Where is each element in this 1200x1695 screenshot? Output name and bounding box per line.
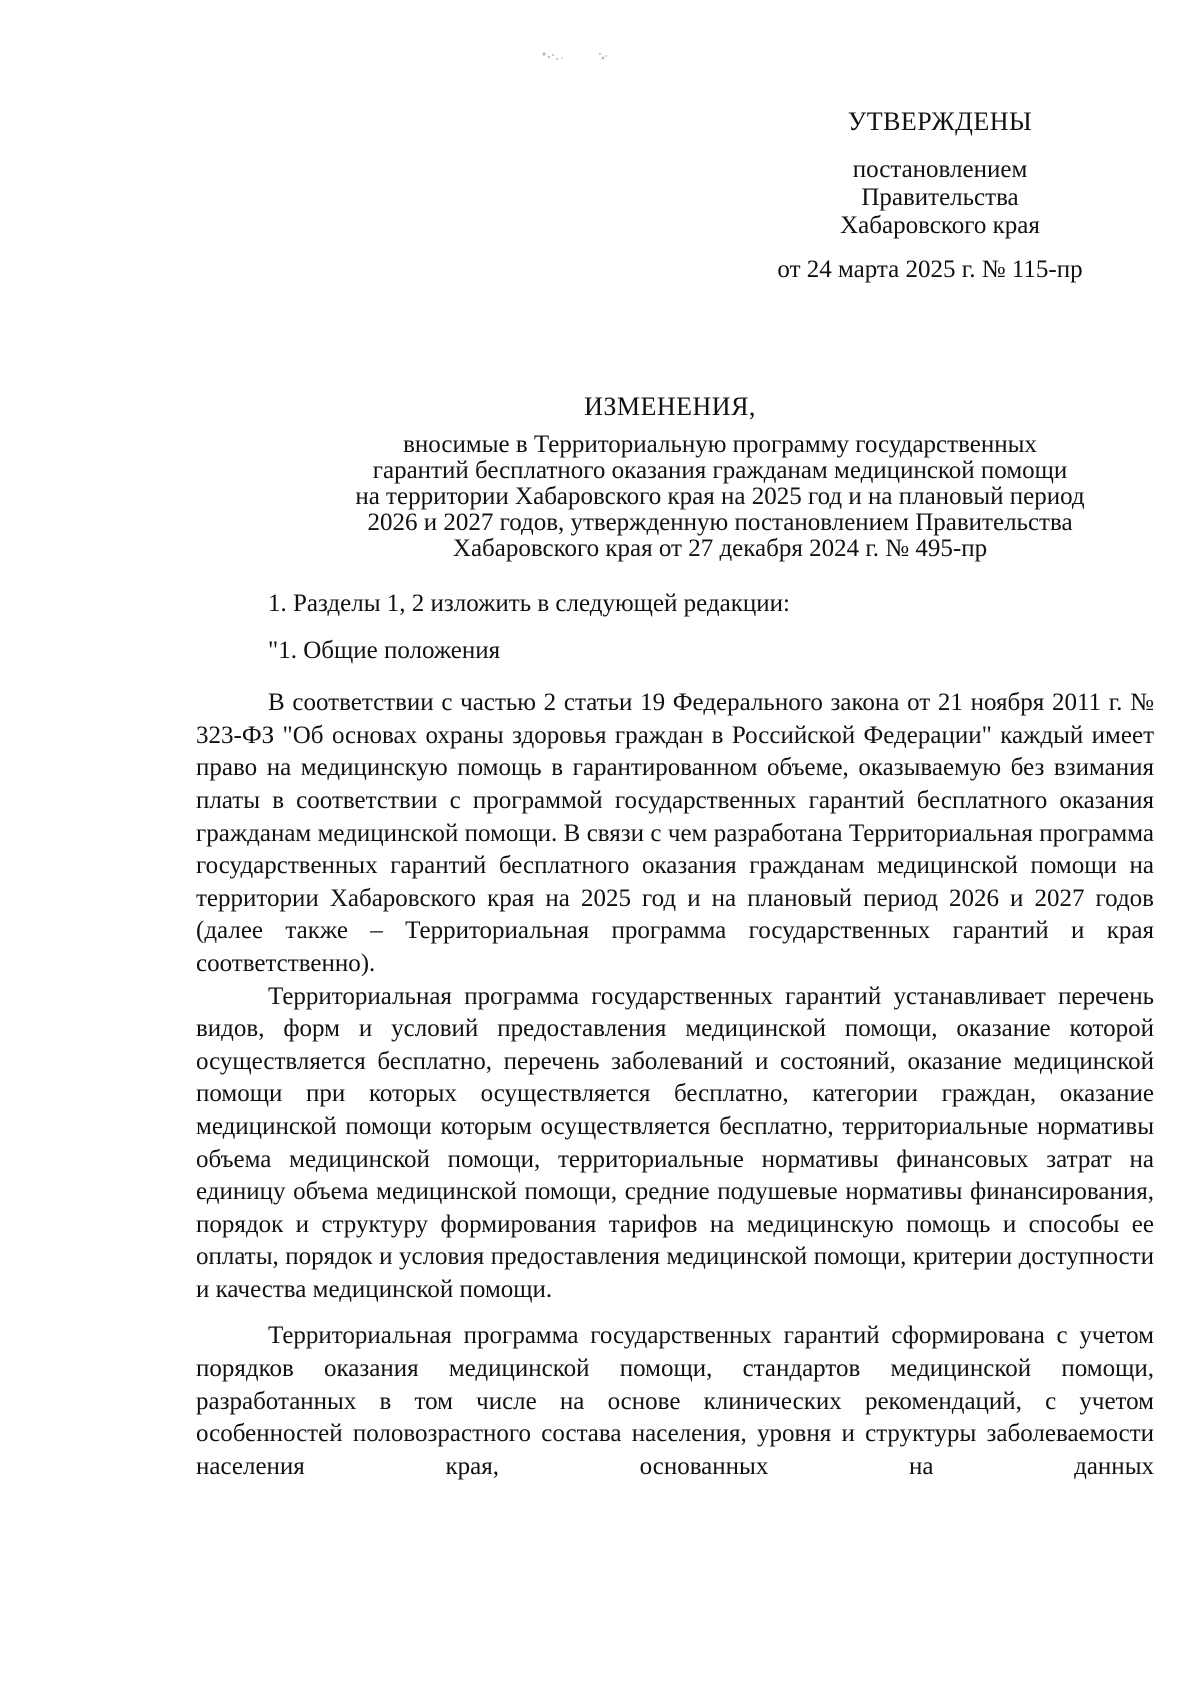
paragraph-3: Территориальная программа государственных гарантий сформирована с учетом порядков оказания медицинской помощи, стандартов медицинской помощи, разработанных в том числе на основе клинических рекомендаций, с учетом особенностей половозрастного состава населения, уровня и структуры заболеваемости населения края, основанных на данных: [196, 1322, 1154, 1480]
approval-line-2: Правительства: [861, 184, 1019, 211]
document-subtitle: [245, 432, 1195, 562]
paragraph-1: В соответствии с частью 2 статьи 19 Федерального закона от 21 ноября 2011 г. № 323-ФЗ "Об основах охраны здоровья граждан в Российской Федерации" каждый имеет право на медицинскую помощь в гарантированном объеме, оказываемую без взимания платы в соответствии с программой государственных гарантий бесплатного оказания гражданам медицинской помощи. В связи с чем разработана Территориальная программа государственных гарантий бесплатного оказания гражданам медицинской помощи на территории Хабаровского края на 2025 год и на плановый период 2026 и 2027 годов (далее также – Территориальная программа государственных гарантий и края соответственно).: [196, 689, 1154, 977]
subtitle-line-3: на территории Хабаровского края на 2025 год и на плановый период: [355, 483, 1085, 510]
subtitle-line-2: гарантий бесплатного оказания гражданам медицинской помощи: [372, 457, 1068, 484]
paragraph-2: Территориальная программа государственных гарантий устанавливает перечень видов, форм и условий предоставления медицинской помощи, оказание которой осуществляется бесплатно, перечень заболеваний и состояний, оказание медицинской помощи при которых осуществляется бесплатно, категории граждан, оказание медицинской помощи которым осуществляется бесплатно, территориальные нормативы объема медицинской помощи, территориальные нормативы финансовых затрат на единицу объема медицинской помощи, средние подушевые нормативы финансирования, порядок и структуру формирования тарифов на медицинскую помощь и способы ее оплаты, порядок и условия предоставления медицинской помощи, критерии доступности и качества медицинской помощи.: [196, 982, 1154, 1303]
approval-line-1: постановлением: [852, 156, 1028, 183]
approval-date: от 24 марта 2025 г. № 115-пр: [777, 256, 1083, 283]
section-heading: "1. Общие положения: [268, 636, 501, 664]
approval-heading: УТВЕРЖДЕНЫ: [847, 107, 1033, 136]
approval-line-3: Хабаровского края: [840, 212, 1040, 239]
amendment-item-1: 1. Разделы 1, 2 изложить в следующей редакции:: [268, 590, 790, 617]
document-body: [196, 588, 1154, 1483]
subtitle-line-4: 2026 и 2027 годов, утвержденную постановлением Правительства: [367, 509, 1073, 536]
document-title: ИЗМЕНЕНИЯ,: [584, 392, 756, 421]
approval-stamp-block: [770, 108, 1110, 284]
scan-artifact-mark: [540, 48, 660, 66]
subtitle-line-1: вносимые в Территориальную программу государственных: [403, 431, 1037, 458]
subtitle-line-5: Хабаровского края от 27 декабря 2024 г. № 495-пр: [452, 535, 988, 562]
